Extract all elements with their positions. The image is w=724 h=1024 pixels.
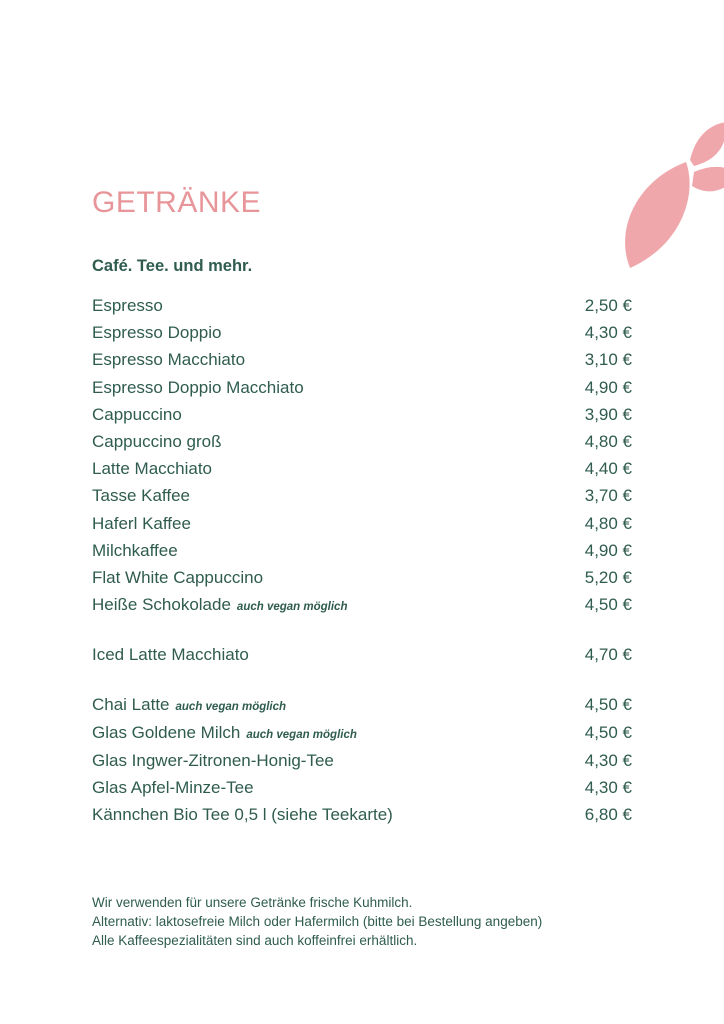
- menu-item: [92, 592, 632, 620]
- menu-item-note: auch vegan möglich: [236, 601, 348, 614]
- menu-item-price: 4,90 €: [584, 540, 632, 560]
- menu-item-left: [92, 483, 190, 510]
- menu-item-name: Glas Ingwer-Zitronen-Honig-Tee: [92, 751, 334, 771]
- menu-item-name: Latte Macchiato: [92, 459, 213, 479]
- menu-item-name: Espresso: [92, 296, 163, 315]
- menu-item-price: 4,50 €: [584, 722, 632, 742]
- menu-item: [92, 375, 632, 402]
- menu-item-name: Glas Apfel-Minze-Tee: [92, 778, 254, 798]
- menu-item-price: 4,90 €: [584, 377, 632, 397]
- menu-item-left: [92, 748, 334, 775]
- menu-item: [92, 802, 632, 829]
- menu-item: [92, 402, 632, 429]
- menu-item-price: 3,10 €: [584, 350, 632, 370]
- menu-item-price: 2,50 €: [584, 296, 632, 315]
- menu-item-name: Haferl Kaffee: [92, 513, 191, 533]
- menu-item-name: Heiße Schokolade: [92, 595, 231, 615]
- menu-item-name: Espresso Doppio Macchiato: [92, 377, 304, 397]
- menu-item-name: Cappuccino groß: [92, 432, 222, 452]
- footnote-line: Wir verwenden für unsere Getränke frische Kuhmilch.: [92, 895, 413, 910]
- menu-item-left: [92, 538, 178, 565]
- menu-item-name: Tasse Kaffee: [92, 486, 190, 506]
- footnotes: [92, 893, 652, 950]
- menu-item-note: auch vegan möglich: [246, 728, 357, 741]
- menu-item-name: Kännchen Bio Tee 0,5 l (siehe Teekarte): [92, 805, 393, 825]
- menu-item: [92, 511, 632, 538]
- menu-item-name: Milchkaffee: [92, 540, 178, 560]
- menu-item: [92, 692, 632, 720]
- menu-item-left: [92, 375, 304, 402]
- menu-item-name: Espresso Doppio: [92, 323, 222, 343]
- menu-item-left: [92, 456, 212, 483]
- menu-item-left: [92, 293, 163, 320]
- menu-item-price: 4,30 €: [584, 751, 632, 771]
- menu-item: [92, 429, 632, 456]
- menu-item-name: Glas Goldene Milch: [92, 722, 241, 742]
- menu-item: [92, 483, 632, 510]
- menu-item-left: [92, 692, 286, 720]
- menu-item: [92, 456, 632, 483]
- menu-item-left: [92, 565, 263, 592]
- footnote-line: Alternativ: laktosefreie Milch oder Hafermilch (bitte bei Bestellung angeben): [92, 914, 543, 929]
- menu-item-left: [92, 720, 357, 748]
- section-subtitle: Café. Tee. und mehr.: [92, 257, 253, 275]
- menu-item-left: [92, 642, 249, 669]
- menu-item-price: 4,40 €: [584, 459, 632, 479]
- menu-item-price: 3,90 €: [584, 404, 632, 424]
- menu-item-price: 3,70 €: [584, 486, 632, 506]
- menu-item-price: 6,80 €: [584, 805, 632, 825]
- menu-item: [92, 775, 632, 802]
- menu-item-price: 4,30 €: [584, 778, 632, 798]
- menu-item-price: 4,30 €: [584, 323, 632, 343]
- menu-item-left: [92, 347, 245, 374]
- menu-item-name: Espresso Macchiato: [92, 350, 246, 370]
- menu-item: [92, 720, 632, 748]
- menu-item-left: [92, 429, 221, 456]
- menu-item-name: Cappuccino: [92, 404, 182, 424]
- menu-content: [92, 185, 632, 830]
- menu-item-price: 4,50 €: [584, 595, 632, 615]
- menu-item: [92, 565, 632, 592]
- menu-item-left: [92, 802, 393, 829]
- menu-item-left: [92, 402, 182, 429]
- menu-item-left: [92, 592, 347, 620]
- drinks-list: [92, 293, 632, 830]
- page-title: GETRÄNKE: [92, 186, 262, 219]
- menu-item-left: [92, 775, 254, 802]
- menu-item-left: [92, 320, 221, 347]
- menu-item-name: Iced Latte Macchiato: [92, 645, 249, 665]
- menu-item: [92, 642, 632, 669]
- menu-item-price: 4,70 €: [584, 645, 632, 665]
- menu-item-price: 4,80 €: [584, 432, 632, 452]
- menu-item: [92, 320, 632, 347]
- footnote-line: Alle Kaffeespezialitäten sind auch koffeinfrei erhältlich.: [92, 933, 418, 948]
- menu-item-price: 4,50 €: [584, 694, 632, 714]
- menu-item-name: Chai Latte: [92, 694, 170, 714]
- menu-item-note: auch vegan möglich: [175, 700, 287, 713]
- menu-item-price: 4,80 €: [584, 513, 632, 533]
- menu-item-left: [92, 511, 191, 538]
- menu-item-name: Flat White Cappuccino: [92, 568, 264, 588]
- menu-item: [92, 293, 632, 320]
- menu-item: [92, 748, 632, 775]
- menu-item: [92, 538, 632, 565]
- menu-item: [92, 347, 632, 374]
- menu-item-price: 5,20 €: [584, 568, 632, 588]
